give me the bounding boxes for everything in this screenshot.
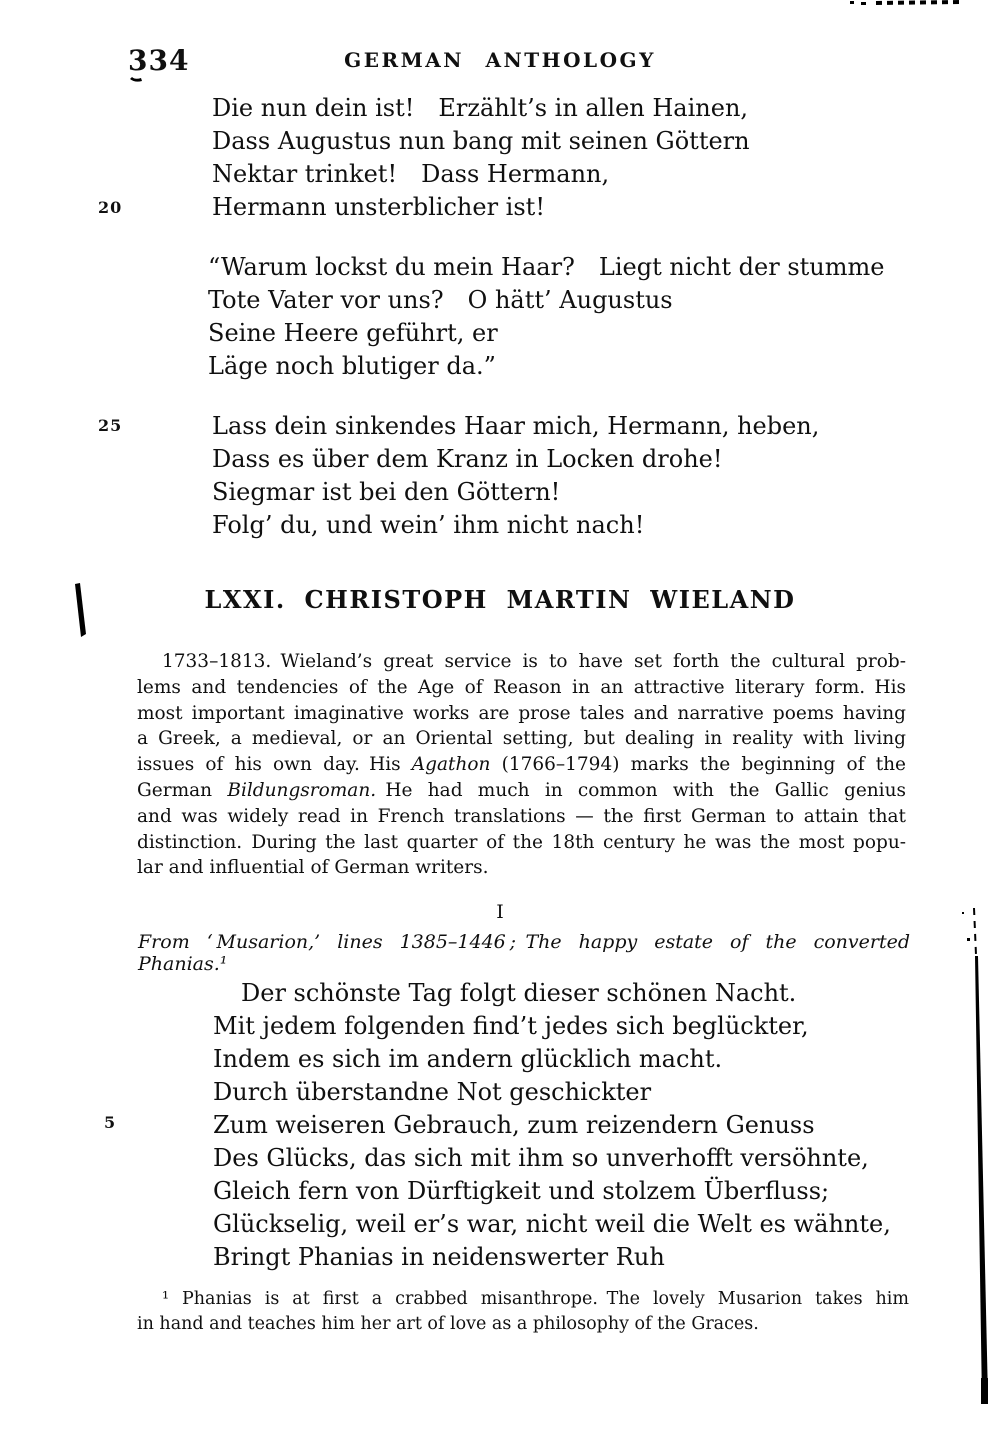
- scan-speckle-top: [876, 2, 960, 3]
- footnote: [137, 1287, 909, 1336]
- verse-line: Dass Augustus nun bang mit seinen Göttern: [212, 127, 750, 155]
- scan-speckle-dot: [850, 1, 854, 4]
- footnote-line: ¹ Phanias is at first a crabbed misanthrope. The lovely Musarion takes him: [162, 1289, 909, 1309]
- chapter-heading: LXXI. CHRISTOPH MARTIN WIELAND: [204, 585, 796, 614]
- poem-source-caption: From ‘ Musarion,’ lines 1385–1446 ; The happy estate of the converted Phanias.¹: [138, 931, 910, 975]
- stanza-3: [212, 410, 819, 542]
- verse-line: Nektar trinket! Dass Hermann,: [212, 160, 610, 188]
- verse-line: Bringt Phanias in neidenswerter Ruh: [213, 1243, 665, 1271]
- running-header: GERMAN ANTHOLOGY: [344, 48, 656, 72]
- stanza-1: [212, 92, 750, 224]
- verse-line: Gleich fern von Dürftigkeit und stolzem Überfluss;: [213, 1177, 830, 1205]
- scan-speckle-dot: [861, 2, 866, 5]
- bio-line: 1733–1813. Wieland’s great service is to have set forth the cultural prob-: [162, 651, 906, 672]
- verse-line: “Warum lockst du mein Haar? Liegt nicht der stumme: [208, 253, 885, 281]
- footnote-line: in hand and teaches him her art of love as a philosophy of the Graces.: [137, 1313, 759, 1334]
- verse-line: Des Glücks, das sich mit ihm so unverhofft versöhnte,: [213, 1144, 869, 1172]
- bio-line: and was widely read in French translations — the first German to attain that: [137, 805, 906, 827]
- verse-line: Seine Heere geführt, er: [208, 319, 498, 347]
- bio-text: He had much in common with the Gallic genius: [376, 779, 907, 801]
- bio-text: German: [137, 779, 228, 801]
- verse-line: Glückselig, weil er’s war, nicht weil die Welt es wähnte,: [213, 1210, 891, 1238]
- bio-line: most important imaginative works are prose tales and narrative poems having: [137, 702, 906, 724]
- term-bildungsroman: Bildungsroman.: [227, 779, 377, 801]
- page-number: 334: [128, 44, 190, 77]
- bio-line: [137, 752, 906, 778]
- verse-line: Hermann unsterblicher ist!: [212, 193, 545, 221]
- verse-line: Zum weiseren Gebrauch, zum reizendern Genuss: [213, 1111, 815, 1139]
- verse-line-number-25: 25: [98, 416, 123, 435]
- bio-line: [137, 778, 906, 804]
- verse-line: Mit jedem folgenden find’t jedes sich beglückter,: [213, 1012, 809, 1040]
- verse-line-number-5: 5: [104, 1113, 117, 1132]
- verse-line: Durch überstandne Not geschickter: [213, 1078, 652, 1106]
- page-number-ink-tail: [130, 77, 142, 82]
- bio-text: (1766–1794) marks the beginning of the: [490, 754, 906, 776]
- verse-line: Siegmar ist bei den Göttern!: [212, 478, 561, 506]
- scan-speckle-dot: [967, 938, 970, 941]
- bio-line: lems and tendencies of the Age of Reason in an attractive literary form. His: [137, 676, 906, 698]
- bio-text: issues of his own day. His: [137, 754, 412, 776]
- page-edge-line: [975, 956, 988, 1402]
- bio-line: a Greek, a medieval, or an Oriental setting, but dealing in reality with living: [137, 728, 906, 750]
- page-edge-blob: [981, 1378, 988, 1404]
- verse-line: Dass es über dem Kranz in Locken drohe!: [212, 445, 723, 473]
- bio-line: lar and influential of German writers.: [137, 857, 489, 879]
- verse-line: Der schönste Tag folgt dieser schönen Nacht.: [241, 979, 797, 1007]
- verse-line: Läge noch blutiger da.”: [208, 352, 496, 380]
- bio-paragraph: [137, 649, 906, 881]
- verse-line-number-20: 20: [98, 198, 123, 217]
- verse-line: Indem es sich im andern glücklich macht.: [213, 1045, 723, 1073]
- stanza-2: [208, 251, 884, 383]
- bio-line: distinction. During the last quarter of the 18th century he was the most popu-: [137, 831, 906, 853]
- verse-line: Lass dein sinkendes Haar mich, Hermann, heben,: [212, 412, 820, 440]
- verse-line: Folg’ du, und wein’ ihm nicht nach!: [212, 511, 645, 539]
- verse-line: Die nun dein ist! Erzählt’s in allen Hainen,: [212, 94, 749, 122]
- work-title-agathon: Agathon: [411, 754, 491, 776]
- section-number: I: [496, 901, 504, 923]
- wieland-poem: [213, 977, 891, 1274]
- verse-line: Tote Vater vor uns? O hätt’ Augustus: [208, 286, 673, 314]
